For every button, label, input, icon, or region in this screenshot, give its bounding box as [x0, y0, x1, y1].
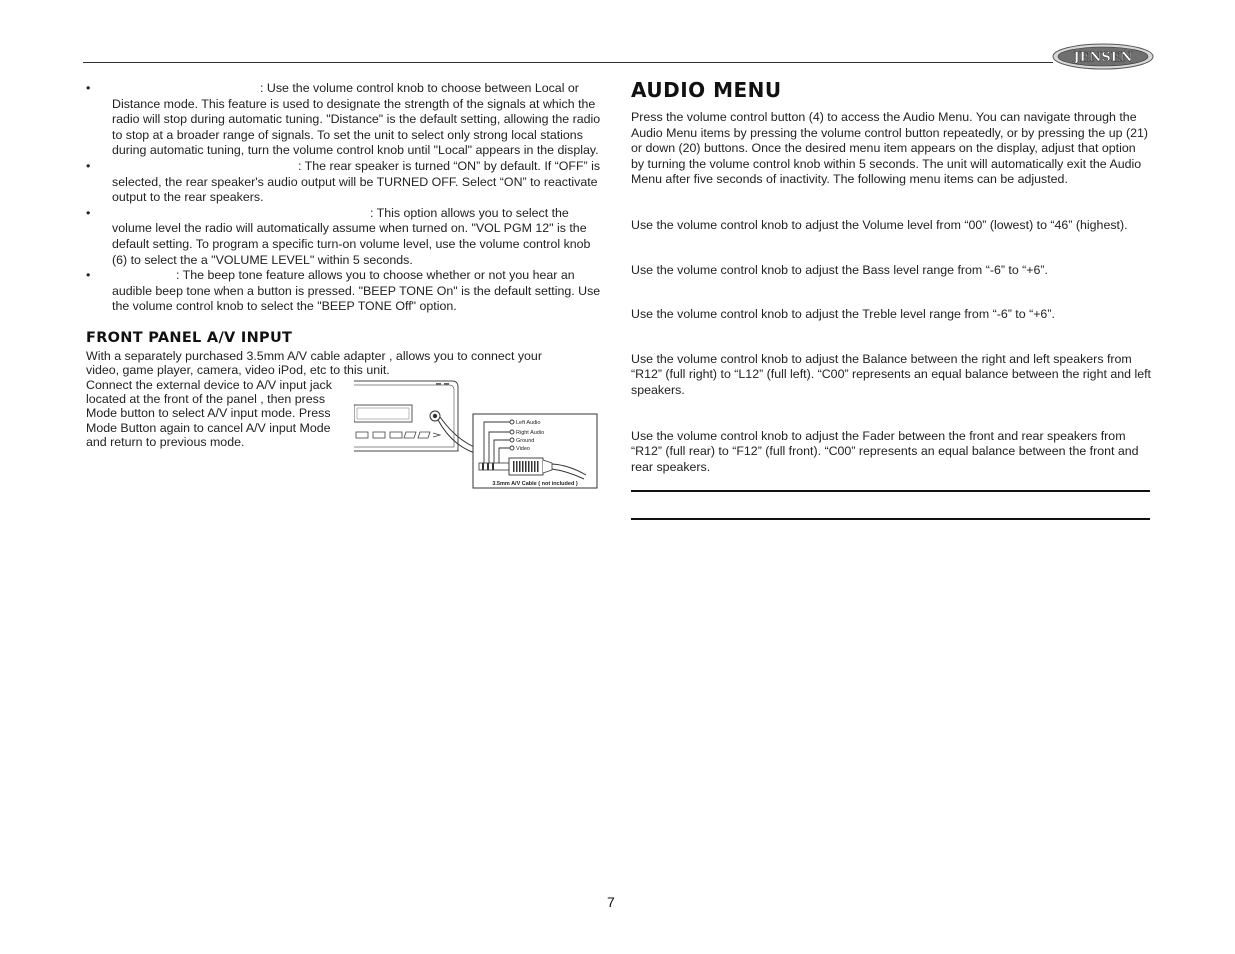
bullet-item	[86, 159, 602, 206]
bullet-item	[86, 81, 602, 159]
header-rule	[83, 62, 1053, 63]
bullet-text: : The rear speaker is turned “ON” by default. If “OFF” is selected, the rear speaker's audio output will be TURNED OFF. Select “ON” to reactivate output to the rear speakers.	[112, 158, 601, 205]
bullet-marker: •	[86, 205, 91, 220]
figure-caption: 3.5mm A/V Cable ( not included )	[492, 481, 578, 487]
page-number: 7	[607, 894, 615, 910]
av-cable-figure	[354, 379, 600, 491]
right-column	[631, 78, 1151, 475]
bullet-marker: •	[86, 158, 91, 173]
section-rule	[631, 490, 1150, 492]
audio-menu-intro: Press the volume control button (4) to access the Audio Menu. You can navigate through the Audio Menu items by pressing the volume control button repeatedly, or by pressing the up (21) or down (20) buttons. Once the desired menu item appears on the display, adjust that option by turning the volume control knob within 5 seconds. The unit will automatically exit the Audio Menu after five seconds of inactivity. The following menu items can be adjusted.	[631, 110, 1149, 187]
bullet-text: : Use the volume control knob to choose between Local or Distance mode. This feature is used to designate the strength of the signals at which the radio will stop during automatic tuning. "Distance" is the default setting, allowing the radio to stop at a broader range of signals. To set the unit to select only strong local stations during automatic tuning, turn the volume control knob until "Local" appears in the display.	[112, 81, 601, 158]
menu-item-treble: Use the volume control knob to adjust the Treble level range from “-6” to “+6”.	[631, 307, 1055, 322]
av-input-heading: FRONT PANEL A/V INPUT	[86, 329, 293, 346]
left-column	[86, 81, 602, 378]
bullet-item	[86, 268, 602, 315]
figure-label: Video	[516, 446, 530, 452]
menu-item-bass: Use the volume control knob to adjust the Bass level range from “-6” to “+6”.	[631, 262, 1049, 277]
bullet-text: : This option allows you to select the volume level the radio will automatically assume when turned on. "VOL PGM 12" is the default setting. To program a specific turn-on volume level, use the volume control knob (6) to select the a "VOLUME LEVEL" within 5 seconds.	[112, 205, 591, 267]
audio-menu-title: AUDIO MENU	[631, 78, 782, 102]
bullet-marker: •	[86, 81, 91, 95]
figure-label: Right Audio	[516, 430, 545, 436]
figure-label: Left Audio	[516, 420, 541, 426]
bullet-text: : The beep tone feature allows you to choose whether or not you hear an audible beep tone when a button is pressed. "BEEP TONE On" is the default setting. Use the volume control knob to select the "BEEP TONE Off" option.	[112, 268, 601, 314]
figure-label: Ground	[516, 438, 535, 444]
menu-item-balance: Use the volume control knob to adjust the Balance between the right and left speakers from “R12” (full right) to “L12” (full left). “C00” represents an equal balance between the right and left speakers.	[631, 351, 1151, 397]
section-rule	[631, 518, 1150, 520]
bullet-item	[86, 206, 602, 268]
logo-text: JENSEN	[1073, 50, 1133, 65]
bullet-marker: •	[86, 268, 91, 283]
menu-item-fader: Use the volume control knob to adjust the Fader between the front and rear speakers from “R12” (full rear) to “F12” (full front). “C00” represents an equal balance between the front and rear speakers.	[631, 428, 1139, 474]
av-input-intro: With a separately purchased 3.5mm A/V cable adapter , allows you to connect your video, game player, camera, video iPod, etc to this unit.	[86, 348, 542, 378]
menu-item-volume: Use the volume control knob to adjust the Volume level from “00” (lowest) to “46” (highest).	[631, 217, 1128, 232]
jensen-logo	[1052, 43, 1154, 70]
av-input-instructions: Connect the external device to A/V input jack located at the front of the panel , then press Mode button to select A/V input mode. Press Mode Button again to cancel A/V input Mode and return to previous mode.	[86, 378, 332, 449]
